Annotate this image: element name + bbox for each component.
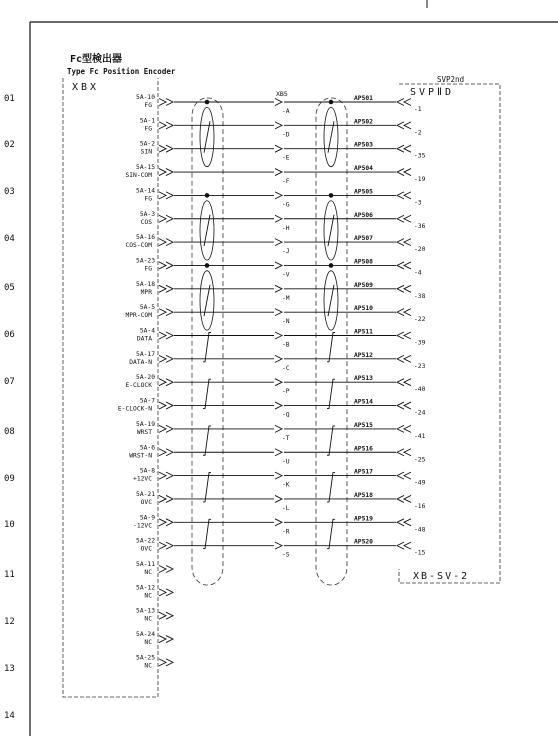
left-pin-signal: OVC [140, 545, 152, 553]
left-pin-number: 5A-7 [139, 397, 155, 405]
row-number: 07 [4, 377, 15, 387]
twisted-pair-slash [204, 215, 210, 246]
right-pin-label: -40 [414, 386, 426, 394]
row-number: 02 [4, 140, 15, 150]
left-pin-number: 5A-1 [139, 117, 155, 125]
ap-label: AP520 [354, 538, 373, 546]
left-pin-number: 5A-14 [136, 187, 155, 195]
twisted-pair-slash [203, 519, 211, 548]
ap-label: AP513 [354, 375, 373, 383]
mid-pin-label: -K [282, 481, 290, 489]
connector-pin-chevron [404, 99, 411, 106]
ap-label: AP510 [354, 305, 373, 313]
svp-top-label: SVP2nd [437, 75, 465, 84]
left-pin-number: 5A-23 [136, 257, 155, 265]
connector-pin-chevron [275, 169, 282, 176]
ap-label: AP506 [354, 211, 373, 219]
row-number: 14 [4, 711, 15, 721]
twisted-pair-slash [203, 426, 211, 455]
connector-pin-chevron [275, 122, 282, 129]
left-pin-number: 5A-8 [139, 467, 155, 475]
ap-label: AP511 [354, 328, 373, 336]
twisted-pair-slash [327, 519, 335, 548]
connector-pin-chevron [166, 122, 173, 129]
connector-pin-chevron [404, 145, 411, 152]
connector-pin-chevron [159, 285, 166, 292]
row-number: 05 [4, 283, 15, 293]
title-jp: Fc型検出器 [70, 54, 123, 65]
connector-pin-chevron [397, 145, 404, 152]
right-pin-label: -24 [414, 409, 426, 417]
svp-bottom-label: XB-SV-2 [413, 571, 470, 582]
connector-pin-chevron [166, 425, 173, 432]
connector-pin-chevron [397, 169, 404, 176]
connector-pin-chevron [404, 332, 411, 339]
left-pin-number: 5A-5 [139, 304, 155, 312]
right-pin-label: -20 [414, 246, 426, 254]
connector-pin-chevron [404, 192, 411, 199]
right-pin-label: -15 [414, 549, 426, 557]
ap-label: AP518 [354, 491, 373, 499]
left-pin-number: 5A-11 [136, 561, 155, 568]
mid-pin-label: -F [282, 178, 290, 186]
connector-pin-chevron [166, 309, 173, 316]
connector-pin-chevron [159, 169, 166, 176]
left-pin-signal: NC [144, 662, 152, 670]
left-pin-number: 5A-12 [136, 584, 155, 592]
row-number: 01 [4, 94, 15, 104]
twisted-pair-slash [204, 121, 210, 152]
left-pin-signal: DATA [136, 335, 152, 343]
connector-pin-chevron [275, 145, 282, 152]
left-pin-signal: FG [144, 102, 152, 109]
connector-pin-chevron [166, 192, 173, 199]
left-pin-number: 5A-24 [136, 631, 155, 639]
twisted-pair-slash [203, 333, 211, 362]
connector-pin-chevron [397, 472, 404, 479]
connector-pin-chevron [275, 542, 282, 549]
connector-pin-chevron [404, 402, 411, 409]
connector-pin-chevron [159, 215, 166, 222]
row-number: 03 [4, 187, 15, 197]
connector-pin-chevron [397, 402, 404, 409]
left-pin-number: 5A-2 [139, 140, 155, 148]
connector-pin-chevron [275, 239, 282, 246]
connector-pin-chevron [159, 542, 166, 549]
ap-label: AP507 [354, 235, 373, 243]
left-pin-number: 5A-19 [136, 420, 155, 428]
connector-pin-chevron [166, 495, 173, 502]
xb5-label: XB5 [276, 90, 288, 98]
left-pin-signal: FG [144, 265, 152, 273]
mid-pin-label: -S [282, 551, 290, 559]
connector-pin-chevron [159, 589, 166, 596]
right-pin-label: -1 [414, 106, 422, 113]
ap-label: AP509 [354, 281, 373, 289]
connector-pin-chevron [159, 495, 166, 502]
connector-pin-chevron [166, 169, 173, 176]
left-pin-signal: WRST [136, 428, 152, 436]
connector-pin-chevron [166, 402, 173, 409]
connector-pin-chevron [404, 355, 411, 362]
ap-label: AP515 [354, 421, 373, 429]
right-pin-label: -22 [414, 316, 426, 324]
connector-pin-chevron [159, 519, 166, 526]
row-number: 12 [4, 617, 15, 627]
ap-label: AP516 [354, 445, 373, 453]
connector-pin-chevron [166, 519, 173, 526]
left-pin-signal: FG [144, 195, 152, 203]
connector-pin-chevron [159, 262, 166, 269]
left-pin-number: 5A-18 [136, 280, 155, 288]
right-pin-label: -4 [414, 269, 422, 277]
left-pin-number: 5A-22 [136, 537, 155, 545]
xbx-label: XBX [72, 82, 100, 93]
mid-pin-label: -J [282, 248, 290, 256]
connector-pin-chevron [275, 309, 282, 316]
right-pin-label: -19 [414, 176, 426, 184]
connector-pin-chevron [397, 239, 404, 246]
left-pin-number: 5A-16 [136, 234, 155, 242]
mid-pin-label: -A [282, 108, 290, 115]
connector-pin-chevron [159, 659, 166, 666]
connector-pin-chevron [275, 379, 282, 386]
ap-label: AP519 [354, 515, 373, 523]
connector-pin-chevron [404, 262, 411, 269]
shield-drain-dot [205, 100, 210, 105]
right-pin-label: -25 [414, 456, 426, 464]
right-pin-label: -36 [414, 222, 426, 230]
connector-pin-chevron [397, 519, 404, 526]
twisted-pair-slash [203, 379, 211, 408]
mid-pin-label: -T [282, 434, 290, 442]
left-pin-signal: COS-COM [125, 242, 152, 250]
row-number: 11 [4, 570, 15, 580]
connector-pin-chevron [166, 542, 173, 549]
connector-pin-chevron [275, 192, 282, 199]
connector-pin-chevron [166, 589, 173, 596]
left-pin-signal: NC [144, 639, 152, 647]
connector-pin-chevron [159, 99, 166, 106]
left-pin-number: 5A-25 [136, 654, 155, 662]
row-number: 09 [4, 474, 15, 484]
mid-pin-label: -Q [282, 411, 290, 419]
connector-pin-chevron [166, 449, 173, 456]
right-pin-label: -16 [414, 502, 426, 510]
ap-label: AP504 [354, 165, 373, 173]
connector-pin-chevron [397, 192, 404, 199]
connector-pin-chevron [397, 449, 404, 456]
connector-pin-chevron [166, 566, 173, 573]
left-pin-signal: OVC [140, 498, 152, 506]
mid-pin-label: -U [282, 458, 290, 466]
left-pin-signal: E-CLOCK [125, 382, 152, 390]
connector-pin-chevron [275, 332, 282, 339]
connector-pin-chevron [159, 379, 166, 386]
connector-pin-chevron [275, 355, 282, 362]
twisted-pair-slash [327, 426, 335, 455]
mid-pin-label: -M [282, 294, 290, 302]
connector-pin-chevron [159, 402, 166, 409]
connector-pin-chevron [166, 659, 173, 666]
shield-drain-dot [329, 100, 334, 105]
mid-pin-label: -E [282, 154, 290, 162]
left-pin-number: 5A-4 [139, 327, 155, 335]
connector-pin-chevron [397, 285, 404, 292]
connector-pin-chevron [397, 122, 404, 129]
twisted-pair-slash [327, 379, 335, 408]
connector-pin-chevron [275, 495, 282, 502]
left-pin-signal: E-CLOCK-N [117, 405, 152, 413]
svp-name: SVPⅡD [410, 87, 455, 98]
connector-pin-chevron [397, 309, 404, 316]
left-pin-signal: FG [144, 125, 152, 133]
shield-drain-dot [329, 263, 334, 268]
ap-label: AP512 [354, 351, 373, 359]
connector-pin-chevron [166, 145, 173, 152]
left-pin-number: 5A-3 [139, 210, 155, 218]
connector-pin-chevron [275, 472, 282, 479]
connector-pin-chevron [159, 612, 166, 619]
row-number: 04 [4, 234, 15, 244]
left-pin-number: 5A-10 [136, 94, 155, 101]
connector-pin-chevron [397, 379, 404, 386]
connector-pin-chevron [397, 262, 404, 269]
twisted-pair-slash [328, 121, 334, 152]
connector-pin-chevron [275, 262, 282, 269]
connector-pin-chevron [166, 612, 173, 619]
connector-pin-chevron [404, 215, 411, 222]
connector-pin-chevron [404, 495, 411, 502]
connector-pin-chevron [159, 332, 166, 339]
mid-pin-label: -C [282, 364, 290, 372]
connector-pin-chevron [166, 215, 173, 222]
connector-pin-chevron [166, 379, 173, 386]
left-pin-number: 5A-15 [136, 164, 155, 172]
left-pin-signal: DATA-N [129, 358, 152, 366]
left-pin-signal: -12VC [133, 522, 152, 530]
shield-drain-dot [329, 193, 334, 198]
connector-pin-chevron [159, 355, 166, 362]
connector-pin-chevron [397, 332, 404, 339]
left-pin-number: 5A-17 [136, 350, 155, 358]
left-pin-number: 5A-21 [136, 490, 155, 498]
connector-pin-chevron [166, 636, 173, 643]
connector-pin-chevron [397, 542, 404, 549]
row-number: 06 [4, 330, 15, 340]
title-en: Type Fc Position Encoder [67, 67, 176, 76]
ap-label: AP505 [354, 188, 373, 196]
connector-pin-chevron [166, 472, 173, 479]
twisted-pair-slash [204, 285, 210, 316]
ap-label: AP503 [354, 141, 373, 149]
connector-pin-chevron [397, 99, 404, 106]
connector-pin-chevron [275, 425, 282, 432]
connector-pin-chevron [159, 636, 166, 643]
left-pin-number: 5A-9 [139, 514, 155, 522]
connector-pin-chevron [404, 309, 411, 316]
shield-drain-dot [205, 263, 210, 268]
connector-pin-chevron [166, 332, 173, 339]
connector-pin-chevron [404, 542, 411, 549]
ap-label: AP517 [354, 468, 373, 476]
right-pin-label: -39 [414, 339, 426, 347]
left-pin-signal: WRST-N [129, 452, 152, 460]
connector-pin-chevron [275, 402, 282, 409]
twisted-pair-slash [328, 285, 334, 316]
connector-pin-chevron [159, 192, 166, 199]
right-pin-label: -38 [414, 292, 426, 300]
connector-pin-chevron [275, 519, 282, 526]
connector-pin-chevron [404, 519, 411, 526]
connector-pin-chevron [159, 239, 166, 246]
ap-label: AP508 [354, 258, 373, 266]
row-number: 13 [4, 664, 15, 674]
left-pin-signal: +12VC [133, 475, 152, 483]
connector-pin-chevron [159, 309, 166, 316]
connector-pin-chevron [275, 99, 282, 106]
mid-pin-label: -D [282, 131, 290, 139]
connector-pin-chevron [404, 122, 411, 129]
right-pin-label: -41 [414, 432, 426, 440]
connector-pin-chevron [404, 425, 411, 432]
connector-pin-chevron [166, 285, 173, 292]
right-pin-label: -49 [414, 479, 426, 487]
left-pin-signal: SIN [140, 148, 152, 156]
left-pin-signal: MPR-COM [125, 312, 152, 320]
mid-pin-label: -P [282, 388, 290, 396]
connector-pin-chevron [404, 285, 411, 292]
ap-label: AP502 [354, 118, 373, 126]
connector-pin-chevron [404, 239, 411, 246]
connector-pin-chevron [404, 449, 411, 456]
connector-pin-chevron [397, 425, 404, 432]
right-pin-label: -48 [414, 526, 426, 534]
left-pin-signal: NC [144, 592, 152, 600]
left-pin-number: 5A-6 [139, 444, 155, 452]
connector-pin-chevron [159, 145, 166, 152]
connector-pin-chevron [397, 495, 404, 502]
right-pin-label: -35 [414, 152, 426, 160]
connector-pin-chevron [397, 215, 404, 222]
connector-pin-chevron [275, 449, 282, 456]
row-number: 08 [4, 427, 15, 437]
connector-pin-chevron [166, 262, 173, 269]
connector-pin-chevron [166, 99, 173, 106]
left-pin-signal: NC [144, 615, 152, 623]
connector-pin-chevron [275, 285, 282, 292]
connector-pin-chevron [404, 379, 411, 386]
mid-pin-label: -B [282, 341, 290, 349]
connector-pin-chevron [397, 355, 404, 362]
left-pin-signal: COS [140, 218, 152, 226]
mid-pin-label: -R [282, 528, 290, 536]
left-pin-number: 5A-20 [136, 374, 155, 382]
mid-pin-label: -H [282, 224, 290, 232]
mid-pin-label: -L [282, 504, 290, 512]
left-pin-signal: MPR [140, 288, 152, 296]
connector-pin-chevron [166, 239, 173, 246]
shield-drain-dot [205, 193, 210, 198]
right-pin-label: -3 [414, 199, 422, 207]
ap-label: AP501 [354, 95, 373, 102]
connector-pin-chevron [159, 472, 166, 479]
left-pin-signal: SIN-COM [125, 172, 152, 180]
connector-pin-chevron [159, 566, 166, 573]
mid-pin-label: -N [282, 318, 290, 326]
right-pin-label: -23 [414, 362, 426, 370]
twisted-pair-slash [327, 473, 335, 502]
connector-pin-chevron [404, 169, 411, 176]
ap-label: AP514 [354, 398, 373, 406]
mid-pin-label: -V [282, 271, 290, 279]
connector-pin-chevron [404, 472, 411, 479]
twisted-pair-slash [203, 473, 211, 502]
connector-pin-chevron [166, 355, 173, 362]
connector-pin-chevron [159, 449, 166, 456]
connector-pin-chevron [159, 122, 166, 129]
twisted-pair-slash [327, 333, 335, 362]
right-pin-label: -2 [414, 129, 422, 137]
twisted-pair-slash [328, 215, 334, 246]
left-pin-number: 5A-13 [136, 607, 155, 615]
connector-pin-chevron [159, 425, 166, 432]
connector-pin-chevron [275, 215, 282, 222]
row-number: 10 [4, 520, 15, 530]
left-pin-signal: NC [144, 569, 152, 576]
mid-pin-label: -G [282, 201, 290, 209]
